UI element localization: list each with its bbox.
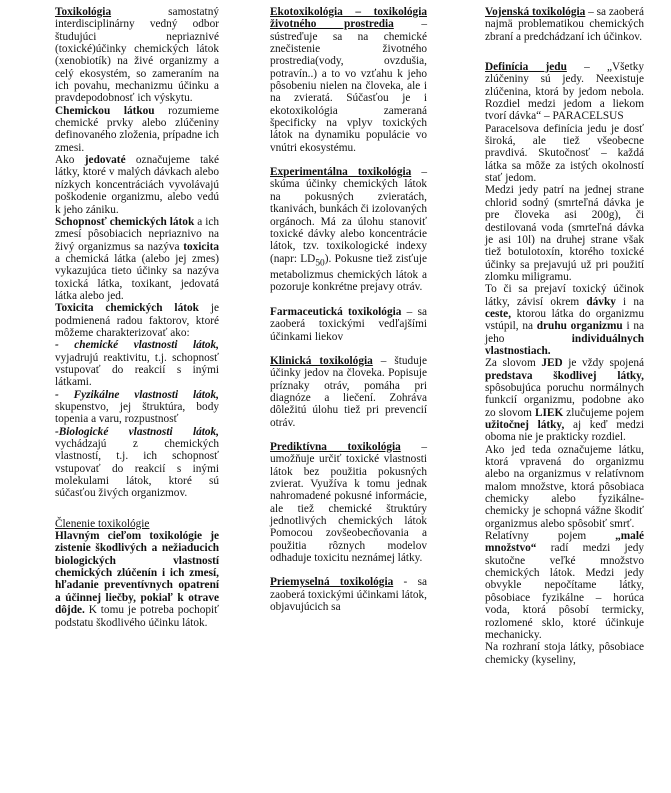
paragraph-main-goal	[55, 530, 219, 629]
paragraph-small-amount	[485, 530, 644, 641]
paragraph-experimental	[270, 166, 427, 294]
text-chemical-substance: rozumieme chemické prvky alebo zlúčeniny definovaného zloženia, prípadne ich zmesi.	[55, 104, 219, 154]
text-factors-c: ktorou látka do organizmu vstúpil, na	[485, 307, 644, 333]
paragraph-clinical	[270, 355, 427, 429]
text-factors-a: To či sa prejaví toxický účinok látky, závisí okrem	[485, 283, 644, 308]
paragraph-toxicity	[55, 216, 219, 302]
text-jed-e: aj keď medzi oboma nie je prakticky rozdiel.	[485, 419, 644, 444]
paragraph-chemical-substance	[55, 105, 219, 154]
paragraph-predictive	[270, 441, 427, 564]
list-title-biological: -Biologické vlastnosti látok,	[55, 425, 219, 438]
text-military: – sa zaoberá najmä problematikou chemických zbraní a predchádzaní ich účinkov.	[485, 6, 644, 43]
list-item-physical	[55, 389, 219, 426]
bold-uzitocnej: užitočnej látky,	[485, 419, 565, 431]
list-text-physical: skupenstvo, jej štruktúra, body topenia a varu, rozpustnosť	[55, 401, 219, 426]
spacer	[270, 294, 427, 306]
text-toxikologia: samostatný interdisciplinárny vedný odbor študujúci nepriaznivé (toxické)účinky chemických látok (xenobiotík) na živé organizmy a celý ekosystém, so zameraním na ich povahu, mechanizmu účinku a pravdepodobnosť ich výskytu.	[55, 6, 219, 105]
spacer	[270, 429, 427, 441]
bold-toxicita: toxicita	[183, 240, 219, 253]
bold-jed: JED	[541, 357, 563, 370]
text-jed-d: zlučujeme pojem	[566, 406, 644, 419]
text-toxicity-1: a ich zmesí pôsobiacich nepriaznivo na živý organizmus sa nazýva	[55, 215, 219, 253]
heading-clinical: Klinická toxikológia	[270, 354, 373, 367]
column-1	[55, 6, 219, 629]
bold-male-mnozstvo: „malé množstvo“	[485, 530, 644, 555]
paragraph-jed-liek	[485, 357, 644, 443]
heading-poison-definition: Definícia jedu	[485, 61, 567, 74]
paragraph-boundary: Na rozhraní stoja látky, pôsobiace chemicky (kyseliny,	[485, 641, 644, 666]
spacer	[270, 154, 427, 166]
bold-predstava: predstava škodlivej látky,	[485, 369, 644, 382]
paragraph-industrial	[270, 576, 427, 613]
heading-military: Vojenská toxikológia	[485, 6, 586, 18]
text-relative-a: Relatívny pojem	[485, 530, 587, 543]
paragraph-poison-meaning: Ako jed teda označujeme látku, ktorá vpravená do organizmu alebo na organizmus v relatívnom malom množstve, ktorá pôsobiaca chemicky alebo fyzikálne-chemicky je schopná vážne škodiť organizmus alebo spôsobiť smrť.	[485, 443, 644, 530]
bold-ceste: ceste,	[485, 307, 512, 320]
spacer	[270, 343, 427, 355]
text-experimental-2: ). Pokusne tiež zisťuje metabolizmus chemických látok a pozoruje konkrétne prejavy otráv.	[270, 252, 428, 294]
paragraph-poison-definition	[485, 61, 644, 123]
paragraph-definition	[55, 6, 219, 105]
text-poisonous: označujeme také látky, ktoré v malých dávkach alebo nízkych koncentráciách vyvolávajú poškodenie organizmu, alebo vedú k jeho zániku.	[55, 154, 219, 216]
text-poison-definition: – „Všetky zlúčeniny sú jedy. Neexistuje zlúčenina, ktorá by jedom nebola. Rozdiel medzi jedom a liekom tvorí dávka“ – PARACELSUS	[485, 61, 645, 123]
heading-clenenie	[55, 518, 219, 530]
heading-ekotoxikologia: Ekotoxikológia – toxikológia životného prostredia	[270, 6, 427, 31]
heading-clenenie-text: Členenie toxikológie	[55, 517, 150, 530]
bold-davky: dávky	[586, 295, 616, 308]
paragraph-examples: Medzi jedy patrí na jednej strane chlorid sodný (smrteľná dávka je pre človeka asi 200g), či destilovaná voda (smrteľná dávka je asi 10l) na druhej strane však tiež botulotoxín, ktorého toxické účinky sa prejavujú už pri použití zlomku miligramu.	[485, 184, 644, 283]
text-jed-b: je vždy spojená	[568, 357, 645, 370]
paragraph-factors-effect	[485, 283, 644, 357]
bold-main-goal: Hlavným cieľom toxikológie je zistenie škodlivých a nežiaducich biologických vlastností chemických zlúčenín i ich zmesí, hľadanie preventívnych opatrení a účinnej liečby, pokiaľ k otrave dôjde.	[55, 530, 219, 617]
spacer	[55, 500, 219, 518]
text-experimental: – skúma účinky chemických látok na pokusných zvieratách, tkanivách, bunkách či izolovaných orgánoch. Má za úlohu stanoviť toxické dávky alebo koncentrácie látok, tzv. toxikologické indexy (napr: LD	[270, 166, 428, 265]
list-item-chemical	[55, 339, 219, 388]
text-factors-b: i na	[623, 295, 644, 308]
paragraph-poisonous	[55, 154, 219, 216]
bold-individual: individuálnych vlastnostiach.	[485, 332, 644, 357]
paragraph-pharmaceutical	[270, 306, 427, 343]
bold-jedovate: jedovaté	[84, 154, 126, 167]
heading-industrial: Priemyselná toxikológia	[270, 576, 394, 589]
list-title-physical: - Fyzikálne vlastnosti látok,	[55, 388, 219, 401]
heading-pharmaceutical: Farmaceutická toxikológia	[270, 305, 402, 318]
text-industrial: - sa zaoberá toxickými účinkami látok, objavujúcich sa	[270, 576, 428, 614]
list-item-biological	[55, 426, 219, 500]
text-ako: Ako	[55, 154, 75, 167]
bold-chemical-substance: Chemickou látkou	[55, 104, 155, 117]
heading-predictive: Prediktívna toxikológia	[270, 440, 401, 453]
heading-experimental: Experimentálna toxikológia	[270, 166, 412, 179]
bold-liek: LIEK	[535, 406, 564, 419]
text-main-goal: K tomu je potreba pochopiť podstatu škodlivého účinku látok.	[55, 604, 219, 629]
heading-toxikologia: Toxikológia	[55, 6, 112, 18]
text-factors-d: i na jeho	[485, 320, 645, 345]
list-title-chemical: - chemické vlastnosti látok,	[55, 339, 219, 352]
text-jed-a: Za slovom	[485, 357, 536, 370]
column-3	[485, 6, 644, 666]
spacer	[485, 43, 644, 61]
paragraph-factors	[55, 302, 219, 339]
text-factors: je podmienená radou faktorov, ktoré môžeme charakterizovať ako:	[55, 302, 219, 339]
paragraph-military	[485, 6, 644, 43]
column-2	[270, 6, 427, 613]
text-relative-c: radí medzi jedy skutočne veľké množstvo chemických látok. Medzi jedy obvykle nepočítame látky, pôsobiace fyzikálne – horúca voda, ktorá pôsobí termicky, rozlomené sklo, ktoré účinkuje mechanicky.	[485, 542, 645, 641]
spacer	[270, 564, 427, 576]
paragraph-ekotoxikologia	[270, 6, 427, 154]
bold-capability: Schopnosť chemických látok	[55, 215, 195, 228]
paragraph-paracelsus: Paracelsova definícia jedu je dosť široká, ale tiež všeobecne pravdivá. Skutočnosť – každá látka sa môže za istých okolností stať jedom.	[485, 122, 644, 185]
text-clinical: – študuje účinky jedov na človeka. Popisuje príznaky otráv, pomáha pri diagnóze a liečení. Zohráva dôležitú úlohu tiež pri prevencií otráv.	[270, 354, 428, 429]
text-predictive: – umožňuje určiť toxické vlastnosti látok bez použitia pokusných zvierat. Využíva k tomu jednak nahromadené pokusné informácie, ale tiež chemické štruktúry jednotlivých chemických látok Pomocou zovšeobecňovania a použitia rôznych modelov odhaduje toxicitu neznámej látky.	[270, 440, 427, 564]
list-text-biological: vychádzajú z chemických vlastností, t.j. ich schopnosť vstupovať do reakcií s inými molekulami látok, ktoré sú súčasťou živých organizmov.	[55, 438, 219, 500]
text-jed-c: spôsobujúca poruchu normálnych funkcií organizmu, podobne ako zo slovom	[485, 381, 644, 419]
text-ekotoxikologia: – sústreďuje sa na chemické znečistenie životného prostredia(vody, ovzdušia, potravín..) a to vo vzťahu k jeho pôsobeniu nielen na človeka, ale i na zvieratá. Súčasťou je i ekotoxikológia zameraná špecificky na vplyv toxických látok na dynamiku populácie vo vnútri ekosystému.	[270, 18, 428, 154]
bold-toxicity-factors: Toxicita chemických látok	[55, 302, 199, 315]
text-toxicity-2: a chemická látka (alebo jej zmes) vykazujúca tieto účinky sa nazýva toxická látka, toxikant, jedovatá látka alebo jed.	[55, 252, 219, 302]
text-pharmaceutical: – sa zaoberá toxickými vedľajšími účinkami liekov	[270, 305, 427, 343]
list-text-chemical: vyjadrujú reaktivitu, t.j. schopnosť vstupovať do reakcií s inými látkami.	[55, 351, 219, 389]
bold-druhu: druhu organizmu	[536, 320, 623, 333]
subscript-50: 50	[315, 257, 325, 268]
